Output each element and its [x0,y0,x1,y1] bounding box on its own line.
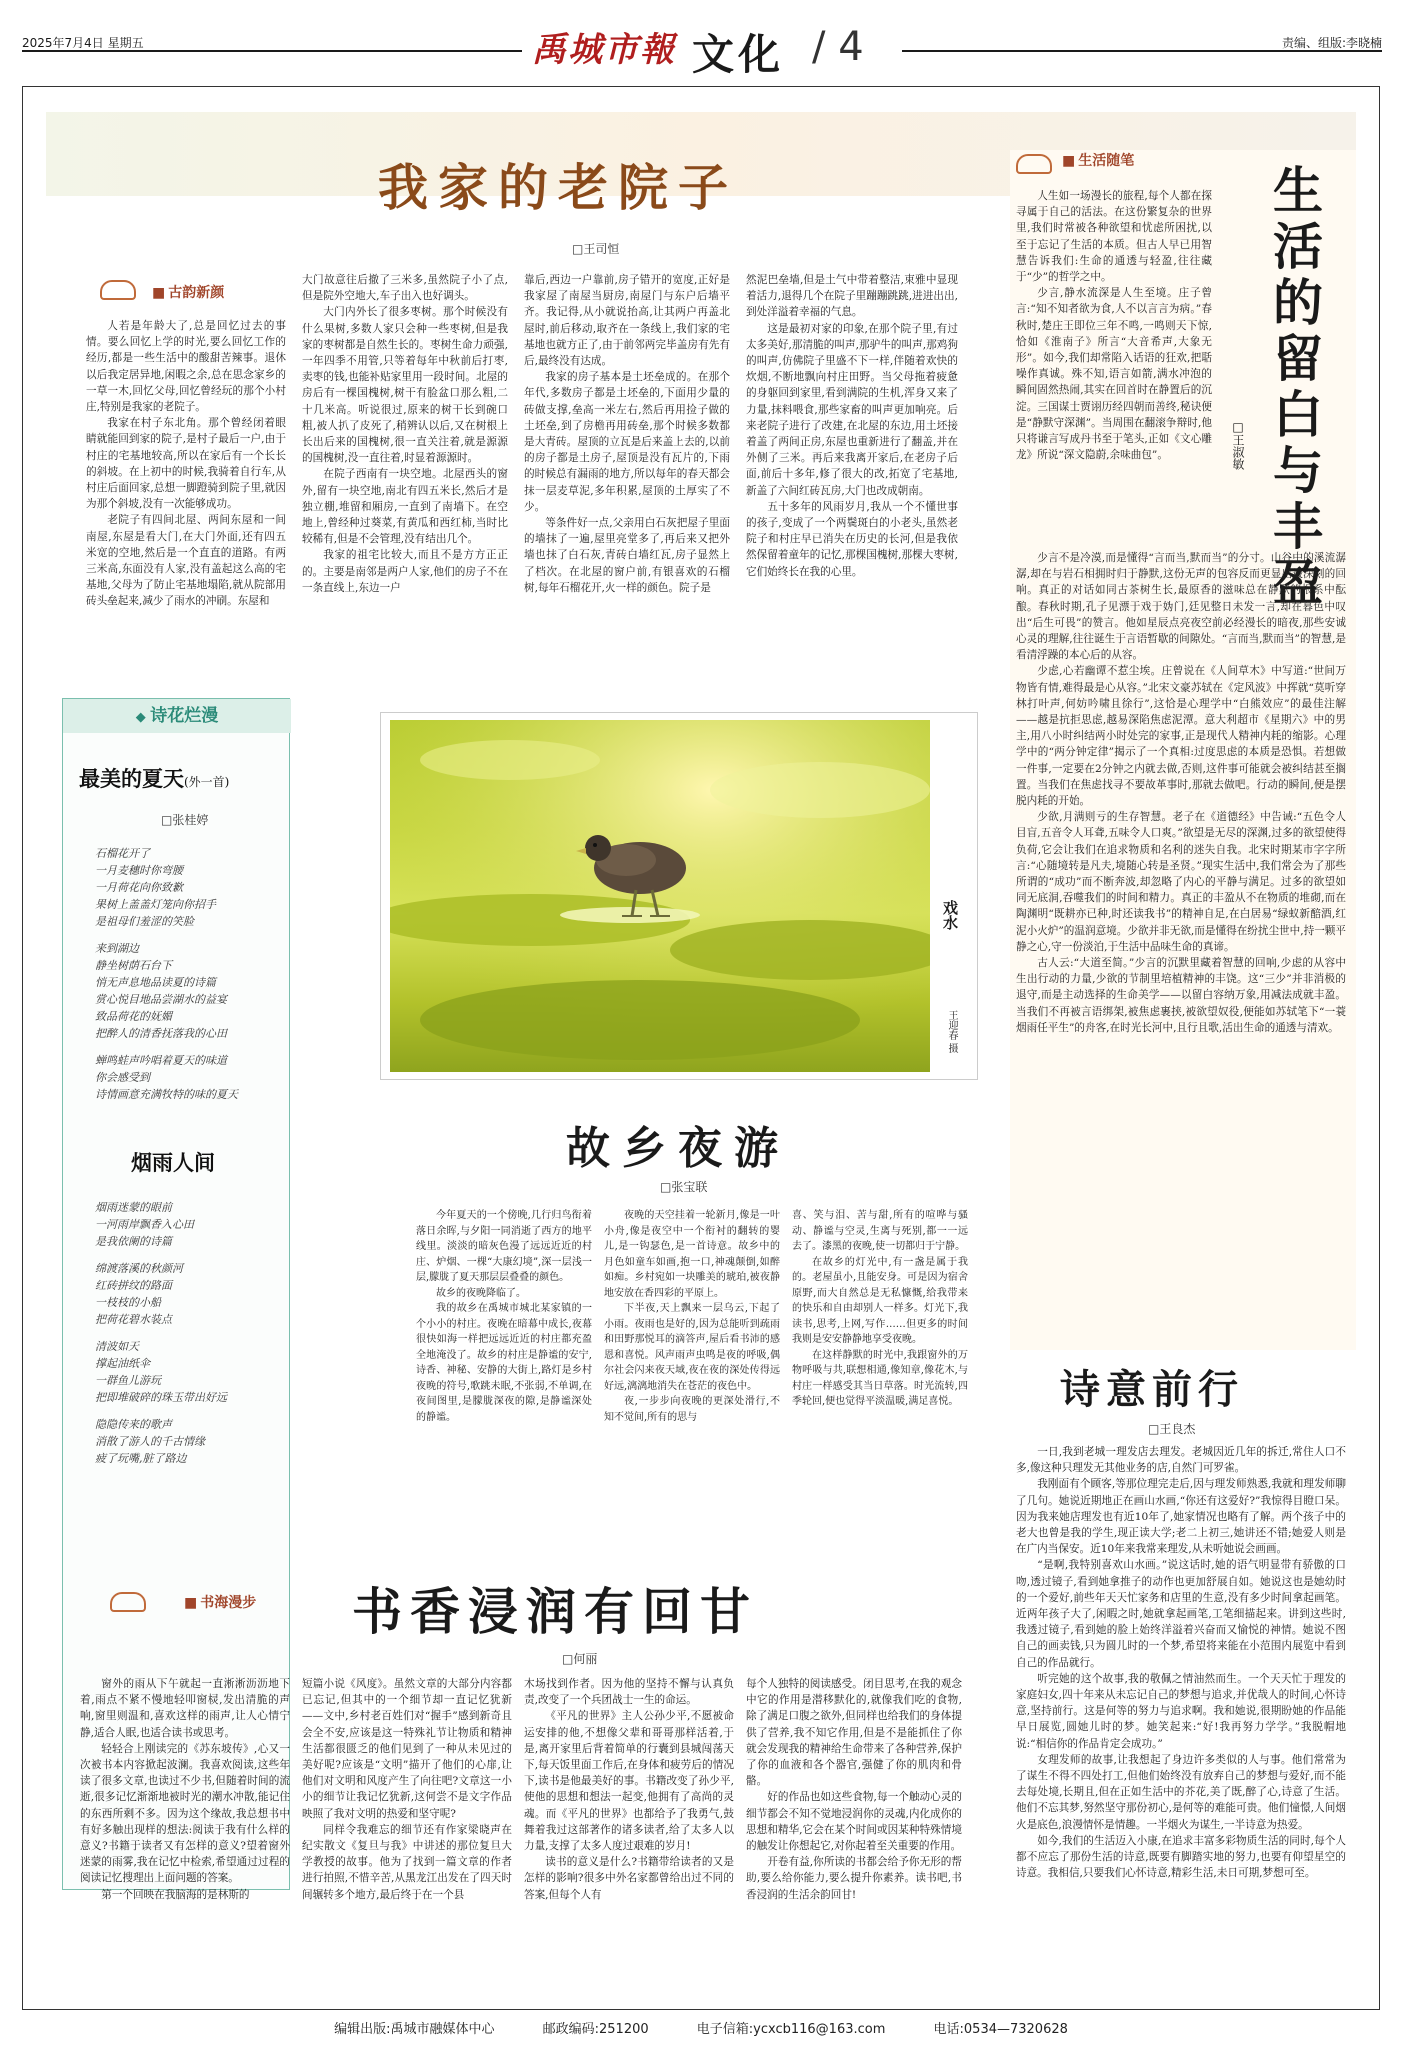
paragraph: 在故乡的灯光中,有一盏是属于我的。老屋虽小,且能安身。可是因为宿舍原野,而大自然总是无私慷慨,给我带来的快乐和自由却别人一样多。灯光下,我读书,思考,上网,写作……但更多的时间我则是安安静静地享受夜晚。 [792,1256,968,1345]
article1-col2 [302,272,508,708]
footer-postcode: 邮政编码:251200 [542,2022,649,2037]
article5-tag: ■ 书海漫步 [184,1592,256,1612]
paragraph: 喜、笑与泪、苦与甜,所有的喧哗与骚动、静谧与空灵,生离与死别,都一一远去了。漆黑的夜晚,使一切都归于宁静。 [792,1210,968,1252]
poem-line: 消散了游人的千古情缘 [95,1435,205,1448]
poem-section-header: ◆ 诗花烂漫 [63,699,291,733]
article4-title: 故乡夜游 [566,1123,790,1174]
paragraph: 古人云:“大道至简。”少言的沉默里藏着智慧的回响,少虑的从容中生出行动的力量,少欲的节制里培植精神的丰饶。这“三少”并非消极的退守,而是主动选择的生命美学——以留白容纳万象,用减法成就丰盈。当我们不再被言语绑架,被焦虑裹挟,被欲望奴役,便能如苏轼笔下“一蓑烟雨任平生”的舟客,在时光长河中,且行且歌,活出生命的通透与清欢。 [1016,957,1346,1034]
poem-line: 撑起油纸伞 [95,1357,150,1370]
article1-byline: □王司恒 [572,242,620,256]
paragraph: 下半夜,天上飘来一层乌云,下起了小雨。夜雨也是好的,因为总能听到疏雨和田野那悦耳的滴答声,屋后看书沛的感恩和喜悦。风声雨声虫鸣是夜的呼吸,偶尔社会闪来夜天域,夜在夜的深处传得远好远,漓漓地消失在苍茫的夜色中。 [604,1303,780,1392]
poem1-subtitle: (外一首) [184,775,230,789]
paragraph: 少言不是冷漠,而是懂得“言而当,默而当”的分寸。山谷中的溪流潺潺,却在与岩石相拥时归于静默,这份无声的包容反而更显出最深刻的回响。真正的对话如同古茶树生长,最原香的滋味总在静默的根系中酝酿。春秋时期,孔子见漂于戏于妫门,廷见整日未发一言,却在暮色中叹出“后生可畏”的赞言。他如星辰点亮夜空前必经漫长的暗夜,那些安诚心灵的理解,往往诞生于言语暂歇的间隙处。“言而当,默而当”的智慧,是看清浮躁的本心后的从容。 [1016,552,1346,662]
article3-title: 诗意前行 [1060,1366,1244,1413]
paragraph: 我的故乡在禹城市城北某家镇的一个小小的村庄。夜晚在暗幕中成长,夜幕很快如海一样把远远近近的村庄都充盈全地淹没了。故乡的村庄是静谧的安宁,诗香、神秘、安静的大街上,路灯是乡村夜晚的符号,歌跳未眠,不张弱,不单调,在夜间图里,是朦胧深夜的隙,是静谧深处的静谧。 [416,1303,592,1423]
poem-line: 一河雨岸飘香入心田 [95,1218,194,1231]
footer [22,2018,1380,2037]
article2-title: 生活的留白与丰盈 [1265,164,1324,612]
paragraph: 夜,一步步向夜晚的更深处滑行,不知不觉间,所有的思与 [604,1396,780,1423]
paragraph: 在院子西南有一块空地。北屋西头的窗外,留有一块空地,南北有四五米长,然后才是独立棚,堆留和厢房,一直到了南墙下。在空地上,曾经种过葵菜,有黄瓜和西红柿,当时比较稀有,但是不会管理,没有结出几个。 [302,468,508,546]
article5-col1 [80,1676,290,1984]
paragraph: 第一个回映在我脑海的是林斯的 [101,1888,250,1901]
paragraph: 靠后,西边一户靠前,房子错开的宽度,正好是我家屋了南屋当厨房,南屋门与东户后墙平齐。我记得,从小就说抬高,让其两户再盖北屋时,前后移动,取齐在一条线上,我们家的宅基地也就方正了,由于前邻两完毕盖房有先有后,最终没有达成。 [524,274,730,368]
poem-line: 石榴花开了 [95,847,150,860]
cloud-ornament-icon [1016,154,1052,174]
newspaper-logo: 禹城市報 [532,30,676,70]
paragraph: 木场找到作者。因为他的坚持不懈与认真负责,改变了一个兵团战士一生的命运。 [524,1678,734,1707]
paragraph: 同样令我难忘的细节还有作家梁晓声在纪实散文《复旦与我》中讲述的那位复旦大学教授的故事。他为了找到一篇文章的作者进行拍照,不惜辛苦,从黑龙江出发在了四天时间辗转多个地方,最后终于在一个县 [302,1823,512,1901]
poem-line: 是祖母们羞涩的笑脸 [95,915,194,928]
footer-dept: 编辑出版:禹城市融媒体中心 [334,2022,495,2037]
masthead [22,22,1382,82]
paragraph: 如今,我们的生活迈入小康,在追求丰富多彩物质生活的同时,每个人都不应忘了那份生活的诗意,既要有脚踏实地的努力,也要有仰望星空的诗意。我相信,只要我们心怀诗意,精彩生活,未日可期,梦想可至。 [1016,1834,1346,1880]
paragraph: 一日,我到老城一理发店去理发。老城因近几年的拆迁,常住人口不多,像这种只理发无其他业务的店,自然门可罗雀。 [1016,1446,1346,1475]
article3-byline: □王良杰 [1148,1422,1196,1436]
cloud-ornament-icon [110,1592,146,1612]
paragraph: 短篇小说《风度》。虽然文章的大部分内容都已忘记,但其中的一个细节却一直记忆犹新——文中,乡村老百姓们对“握手”感到新奇且会全不安,应该是这一特殊礼节让物质和精神生活都很匮乏的他们见到了一种从未见过的美好呢?应该是“文明”描开了他们的心扉,让他们对文明和风度产生了向往吧?文章这一小小的细节让我记忆犹新,这何尝不是文字作品映照了我对文明的热爱和坚守呢? [302,1678,512,1820]
section-name: 文化 [692,30,785,79]
photo-illustration [390,720,930,1072]
poem-line: 诗情画意充满牧特的味的夏天 [95,1088,238,1101]
article4-col3 [792,1208,968,1588]
paragraph: 这是最初对家的印象,在那个院子里,有过太多美好,那清脆的叫声,那驴牛的叫声,那鸡狗的叫声,仿佛院子里盛不下一样,伴随着欢快的炊烟,不断地飘向村庄田野。当父母拖着疲惫的身躯回到家里,看到满院的生机,浑身又来了力量,抹料喂食,那些家畜的叫声更加响亮。后来老院子进行了改建,在北屋的东边,用土坯接着盖了两间正房,东屋也重新进行了翻盖,并在外侧了三米。再后来我离开家后,在老房子后面,前后十多年,修了很大的改,拓宽了宅基地,新盖了六间红砖瓦房,大门也改成朝南。 [746,322,958,497]
masthead-rule-left [22,50,522,52]
paragraph: 少欲,月满则亏的生存智慧。老子在《道德经》中告诫:“五色令人目盲,五音令人耳聋,五味令人口爽。”欲望是无尽的深渊,过多的欲望使得负荷,它会让我们在追求物质和名利的迷失自我。北宋时期某市字字所言:“心随境转是凡夫,境随心转是圣贤。”现实生活中,我们常会为了那些所谓的“成功”而不断奔波,却忽略了内心的平静与满足。过多的欲望如同无底洞,吞噬我们的时间和精力。真正的丰盈从不在物质的堆砌,而在陶渊明“既耕亦已种,时还读我书”的精神自足,在白居易“绿蚁新醅酒,红泥小火炉”的温润意境。少欲并非无欲,而是懂得在纷扰尘世中,持一颗平静之心,守一份淡泊,于生活中品味生命的真谛。 [1016,811,1346,953]
paragraph: 大门故意往后撤了三米多,虽然院子小了点,但是院外空地大,车子出入也好调头。 [302,274,508,303]
poem-line: 你会感受到 [95,1071,150,1084]
poem1-lines [95,845,285,1103]
paragraph: 老院子有四间北屋、两间东屋和一间南屋,东屋是看大门,在大门外面,还有四五米宽的空地,然后是一个直直的道路。有两三米高,东面没有人家,没有盖起这么高的宅基地,父母为了防止宅基地塌陷,就从院部用砖头垒起来,减少了雨水的冲刷。东屋和 [86,514,286,608]
paragraph: 我家在村子东北角。那个曾经闭着眼睛就能回到家的院子,是村子最后一户,由于村庄的宅基地较高,所以在家后有一个长长的斜坡。在上初中的时候,我骑着自行车,从村庄后面回家,总想一脚蹬骑到院子里,就因为那个斜坡,没有一次能够成功。 [86,417,286,511]
paragraph: 大门内外长了很多枣树。那个时候没有什么果树,多数人家只会种一些枣树,但是我家的枣树都是自然生长的。枣树生命力顽强,一年四季不用管,只等着每年中秋前后打枣,卖枣的钱,也能补贴家里用一段时间。北屋的房后有一棵国槐树,树干有脸盆口那么粗,二十几米高。听说很过,原来的树干长到碗口粗,被人扒了皮死了,稍辨认以后,又在树根上长出后来的国槐树,很一直关注着,就是源源的国槐树,没一直往着,时显着源源时。 [302,306,508,465]
poem-line: 把荷花碧水装点 [95,1313,172,1326]
paragraph: 我刚面有个顾客,等那位理完走后,因与理发师熟悉,我就和理发师聊了几句。她说近期地正在画山水画,“你还有这爱好?”我惊得目瞪口呆。因为我来她店理发也有近10年了,她家情况也略有了解。两个孩子中的老大也曾是我的学生,现正读大学;老二上初三,她讲还不错;她爱人则是在广内当保安。近10年来我常来理发,从未听她说会画画。 [1016,1478,1346,1556]
article1-title: 我家的老院子 [378,158,738,217]
poem-line: 把醉人的清香抚落我的心田 [95,1027,227,1040]
poem-line: 蝉鸣蛙声吟唱着夏天的味道 [95,1054,227,1067]
poem-line: 悄无声息地品读夏的诗篇 [95,976,216,989]
photo-credit: 王迎春 摄 [946,1010,957,1054]
paragraph: 我家的房子基本是土坯垒成的。在那个年代,多数房子都是土坯垒的,下面用少量的砖做支撑,垒高一米左右,然后再用捡子做的土坯垒,到了房檐再用砖垒,那个时候多数都是大青砖。屋顶的立瓦是后来盖上去的,以前的房子都是土房子,屋顶是没有瓦片的,下雨的时候总有漏雨的地方,所以每年的春天都会抹一层麦草泥,多年积累,屋顶的土厚实了不少。 [524,371,730,513]
stanza-break [95,1042,285,1052]
article5-title: 书香浸润有回甘 [352,1582,758,1641]
paragraph: “是啊,我特别喜欢山水画。”说这话时,她的语气明显带有骄傲的口吻,透过镜子,看到她拿推子的动作也更加舒展自如。她说这也是她幼时的一个爱好,前些年天天忙家务和店里的生意,没有多少时间拿起画笔。近两年孩子大了,闲暇之时,她就拿起画笔,工笔细描起来。讲到这些时,我透过镜子,看到她的脸上始终洋溢着兴奋而又愉悦的神情。她说不图自己的画卖钱,只为圆儿时的一个梦,希望将来能在小范围内展览中看到自己的作品就行。 [1016,1559,1346,1669]
poem-line: 致品荷花的妩媚 [95,1010,172,1023]
stanza-break [95,930,285,940]
paragraph: 轻轻合上刚读完的《苏东坡传》,心又一次被书本内容掀起波澜。我喜欢阅读,这些年读了很多文章,也读过不少书,但随着时间的流逝,很多记忆渐渐地被时光的潮水冲散,能记住的东西所剩不多。因为这个缘故,我总想书中有好多触出现样的想法:阅读于我有什么样的意义?书籍于读者又有怎样的意义?望着窗外迷蒙的雨雾,我在记忆中检索,希望通过过程的阅读记忆搜理出上面问题的答案。 [80,1742,290,1885]
paragraph: 开卷有益,你所读的书都会给予你无形的帮助,要么给你能力,要么提升你素养。读书吧,书香浸润的生活余韵回甘! [746,1856,962,1901]
cloud-ornament-icon [100,280,136,300]
paragraph: 然泥巴垒墙,但是土气中带着整洁,束雅中显现着活力,退得几个在院子里蹦蹦跳跳,进进出出,到处洋溢着幸福的气息。 [746,274,958,319]
article5-col4 [746,1676,962,1984]
paragraph: 窗外的雨从下午就起一直淅淅沥沥地下着,雨点不紧不慢地轻叩窗棂,发出清脆的声响,窗里则温和,喜欢这样的雨声,让人心情宁静,适合人眠,也适合读书或思考。 [80,1678,290,1739]
paragraph: 今年夏天的一个傍晚,几行归鸟衔着落日余晖,与夕阳一同消逝了西方的地平线里。淡淡的暗灰色漫了远远近近的村庄、炉烟、一棵“大康幻境”,深一层浅一层,朦胧了夏天那层层叠叠的颜色。 [416,1210,592,1283]
article4-col2 [604,1208,780,1588]
poem-line: 一月麦穗时你弯腰 [95,864,183,877]
poem-line: 疲了玩嘴,脏了路边 [95,1452,187,1465]
article1-col4 [746,272,958,708]
paragraph: 夜晚的天空挂着一轮新月,像是一叶小舟,像是夜空中一个衔衬的翻转的婴儿,是一钩瑟色,是一首诗意。故乡中的月色如童车如画,抱一口,神魂颠倒,如醉如痴。乡村宛如一块雕美的琥珀,被夜静地安放在香四彩的平原上。 [604,1210,780,1299]
poem-line: 清波如天 [95,1340,139,1353]
article1-col1 [86,318,286,708]
article3-body [1016,1444,1346,1984]
paragraph: 好的作品也如这些食物,每一个触动心灵的细节都会不知不觉地浸润你的灵魂,内化成你的思想和精华,它会在某个时间或因某种特殊情境的触发让你想起它,对你起着至关重要的作用。 [746,1791,962,1853]
paragraph: 我家的祖宅比较大,而且不是方方正正的。主要是南邻是两户人家,他们的房子不在一条直线上,东边一户 [302,549,508,594]
paragraph: 故乡的夜晚降临了。 [436,1287,526,1299]
footer-phone: 电话:0534—7320628 [933,2022,1068,2037]
paragraph: 读书的意义是什么?书籍带给读者的又是怎样的影响?很多中外名家都曾给出过不同的答案,但每个人有 [524,1856,734,1901]
article5-col2 [302,1676,512,1984]
poem-line: 一群鱼儿游玩 [95,1374,161,1387]
article5-byline: □何丽 [562,1652,598,1666]
poem-line: 红砖拼纹的路面 [95,1279,172,1292]
poem1-title-text: 最美的夏天 [79,766,184,791]
paragraph: 在这样静默的时光中,我跟窗外的万物呼吸与共,联想相通,像知章,像花木,与村庄一样感受其当日草落。时光流转,四季轮回,便也觉得平淡温暖,满足喜悦。 [792,1349,968,1407]
poem-line: 绵渡落溪的秋颜河 [95,1262,183,1275]
stanza-break [95,1250,285,1260]
poem-line: 一枝枝的小船 [95,1296,161,1309]
paragraph: 人若是年龄大了,总是回忆过去的事情。要么回忆上学的时光,要么回忆工作的经历,都是一些生活中的酸甜苦辣事。退休以后我定居异地,闲暇之余,总在思念家乡的一草一木,回忆父母,回忆曾经玩的那个小村庄,特别是我家的老院子。 [86,320,286,414]
article2-byline: □王淑敏 [1231,420,1245,470]
issue-date: 2025年7月4日 星期五 [22,36,144,50]
paragraph: 每个人独特的阅读感受。闭目思考,在我的观念中它的作用是潜移默化的,就像我们吃的食物,除了满足口腹之欲外,但同样也给我们的身体提供了营养,我不知它作用,但是不是能抓住了你就会发现我的精神给生命带来了各种营养,保护了你的血液和各个器官,强健了你的肌肉和骨骼。 [746,1678,962,1788]
article4-byline: □张宝联 [660,1180,708,1194]
poem-line: 隐隐传来的歌声 [95,1418,172,1431]
paragraph: 少虑,心若幽谭不惹尘埃。庄曾说在《人间草木》中写道:“世间万物皆有情,难得最是心从容。”北宋文豪苏轼在《定风波》中挥就“莫听穿林打叶声,何妨吟啸且徐行”,这恰是心理学中“白熊效应”的最佳注解——越是抗拒思虑,越易深陷焦虑泥潭。意大利超市《星期六》中的男主,用八小时纠结两小时处完的家事,正是现代人精神内耗的缩影。心理学中的“两分钟定律”揭示了一个真相:过度思虑的本质是恐惧。若想做一件事,一定要在2分钟之内就去做,否则,这件事可能就会被纠结甚至搁置。当我们在焦虑找寻不要故革事时,那就去做吧。行动的瞬间,便是摆脱内耗的开始。 [1016,665,1346,808]
poem-line: 果树上盖盖灯笼向你招手 [95,898,216,911]
article1-tag: ■ 古韵新颜 [152,282,224,302]
paragraph: 等条件好一点,父亲用白石灰把屋子里面的墙抹了一遍,屋里亮堂多了,再后来又把外墙也抹了白石灰,青砖白墙红瓦,房子显然上了档次。在北屋的窗户前,有银喜欢的石榴树,每年石榴花开,火一样的颜色。院子是 [524,517,730,594]
footer-email: 电子信箱:ycxcb116@163.com [696,2022,886,2037]
poem-line: 赏心悦目地品尝湖水的益宴 [95,993,227,1006]
poem-line: 静坐树荫石台下 [95,959,172,972]
editors: 责编、组版:李晓楠 [1281,36,1382,50]
poem-author: □张桂婷 [161,813,209,827]
paragraph: 少言,静水流深是人生至境。庄子曾言:“知不知者欲为食,人不以言言为病。”春秋时,楚庄王即位三年不鸣,一鸣则天下惊,恰如《淮南子》所言“大音希声,大象无形”。如今,我们却常陷入话语的狂欢,把聒噪作真诚。殊不知,语言如箭,满水冲泡的瞬间固然热闹,其实在回首时在静置后的沉淀。三国谋士贾诩历经四朝而善终,秘诀便是“静默守深渊”。当周围在翻滚争辩时,他只将谦言写成丹书至于笔头,正如《文心雕龙》所说“深文隐蔚,余味曲包”。 [1016,287,1212,462]
poem-line: 把即堆破碎的珠玉带出好远 [95,1391,227,1404]
article2-col-top [1016,188,1212,538]
poem2-lines [95,1199,285,1467]
poem-line: 是我依阑的诗篇 [95,1235,172,1248]
article2-col-bottom [1016,550,1346,1330]
poem2-title: 烟雨人间 [131,1150,215,1175]
article2-tag: ■ 生活随笔 [1062,150,1134,170]
paragraph: 听完她的这个故事,我的敬佩之情油然而生。一个天天忙于理发的家庭妇女,四十年来从未忘记自己的梦想与追求,并优哉人的时间,心怀诗意,坚持前行。这是何等的努力与追求啊。我和她说,很期盼她的作品能早日展览,圆她儿时的梦。她笑起来:“好!我再努力学学。”我脱帽地说:“相信你的作品肯定会成功。” [1016,1672,1346,1750]
poem1-title [79,763,229,793]
poem-line: 来到湖边 [95,942,139,955]
photo-caption: 戏水 [941,900,959,930]
paragraph: 女理发师的故事,让我想起了身边许多类似的人与事。他们常常为了谋生不得不四处打工,但他们始终没有放弃自己的梦想与爱好,而不能去每处境,长期且,但在正如生活中的芥花,美了既,醉了心,诗意了生活。他们不忘其梦,努然坚守那份初心,是何等的难能可贵。他们憧憬,人间烟火是底色,浪漫情怀是情趣。一半烟火为谋生,一半诗意为热爱。 [1016,1753,1346,1831]
photo-bird-on-water [390,720,930,1072]
poem-line: 一月荷花向你致歉 [95,881,183,894]
article4-col1 [416,1208,592,1588]
poem-line: 烟雨迷蒙的眼前 [95,1201,172,1214]
paragraph: 《平凡的世界》主人公孙少平,不愿被命运安排的他,不想像父辈和哥哥那样活着,于是,离开家里后背着简单的行囊到县城闯荡天下,每天饭里面工作后,在身体和疲劳后的情况下,读书是他最美好的事。书籍改变了孙少平,使他的思想和想法一起变,他拥有了高尚的灵魂。而《平凡的世界》也都给予了我勇气,鼓舞着我过这部著作的诸多读者,给了太多人以力量,支撑了太多人度过艰难的岁月! [524,1710,734,1853]
article1-col3 [524,272,730,708]
paragraph: 五十多年的风雨岁月,我从一个不懂世事的孩子,变成了一个两鬓斑白的小老头,虽然老院子和村庄早已消失在历史的长河,但是我依然保留着童年的记忆,那棵国槐树,那棵大枣树,它们始终长在我的心里。 [746,500,958,578]
article5-col3 [524,1676,734,1984]
paragraph: 人生如一场漫长的旅程,每个人都在探寻属于自己的活法。在这份繁复杂的世界里,我们时常被各种欲望和忧虑所困扰,以至于忘记了生活的本质。但古人早已用智慧告诉我们:生命的通透与轻盈,往往藏于“少”的哲学之中。 [1016,190,1212,284]
stanza-break [95,1328,285,1338]
page-number: / 4 [812,24,864,70]
stanza-break [95,1406,285,1416]
